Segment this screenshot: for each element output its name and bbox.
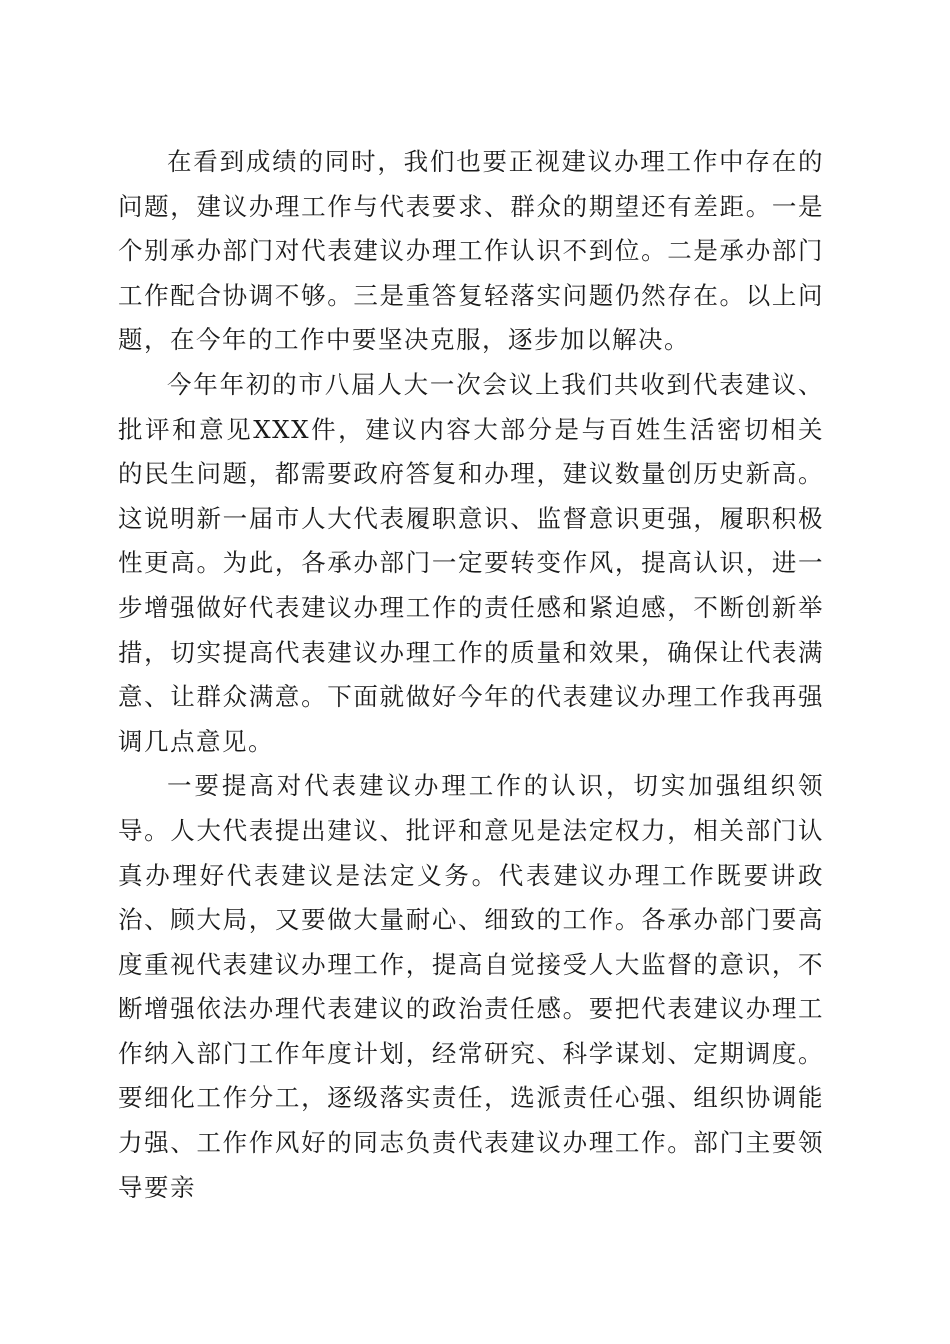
document-body: [118, 140, 824, 1210]
paragraph-problems: 在看到成绩的同时，我们也要正视建议办理工作中存在的问题，建议办理工作与代表要求、群众的期望还有差距。一是个别承办部门对代表建议办理工作认识不到位。二是承办部门工作配合协调不够。三是重答复轻落实问题仍然存在。以上问题，在今年的工作中要坚决克服，逐步加以解决。: [118, 147, 824, 355]
paragraph-first-requirement: 一要提高对代表建议办理工作的认识，切实加强组织领导。人大代表提出建议、批评和意见是法定权力，相关部门认真办理好代表建议是法定义务。代表建议办理工作既要讲政治、顾大局，又要做大量耐心、细致的工作。各承办部门要高度重视代表建议办理工作，提高自觉接受人大监督的意识，不断增强依法办理代表建议的政治责任感。要把代表建议办理工作纳入部门工作年度计划，经常研究、科学谋划、定期调度。要细化工作分工，逐级落实责任，选派责任心强、组织协调能力强、工作作风好的同志负责代表建议办理工作。部门主要领导要亲: [118, 771, 824, 1202]
paragraph-suggestions-received: 今年年初的市八届人大一次会议上我们共收到代表建议、批评和意见XXX件，建议内容大部分是与百姓生活密切相关的民生问题，都需要政府答复和办理，建议数量创历史新高。这说明新一届市人大代表履职意识、监督意识更强，履职积极性更高。为此，各承办部门一定要转变作风，提高认识，进一步增强做好代表建议办理工作的责任感和紧迫感，不断创新举措，切实提高代表建议办理工作的质量和效果，确保让代表满意、让群众满意。下面就做好今年的代表建议办理工作我再强调几点意见。: [118, 369, 824, 756]
